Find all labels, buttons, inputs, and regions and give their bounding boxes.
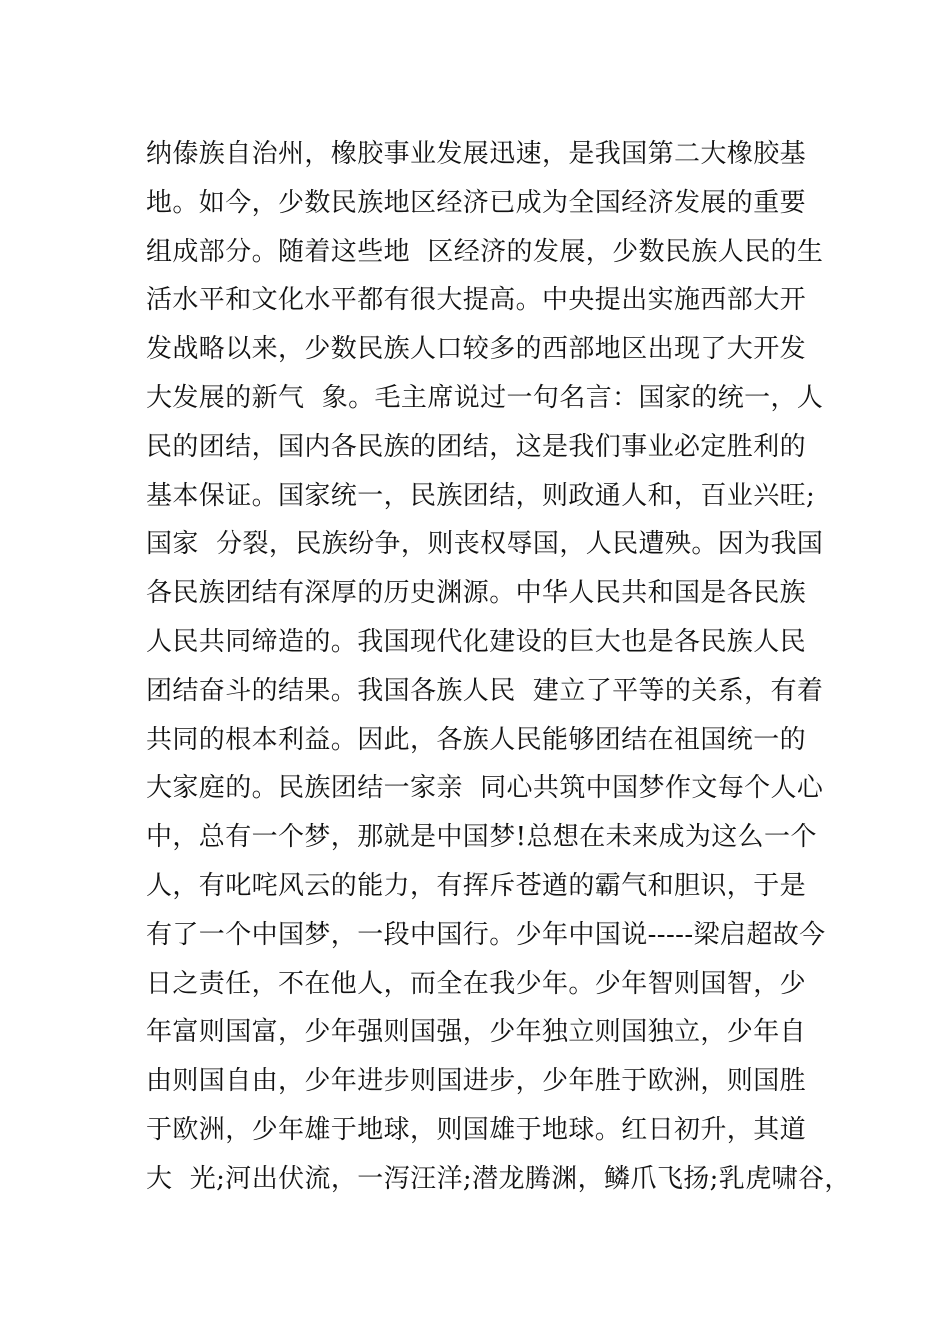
text-line: 地。如今，少数民族地区经济已成为全国经济发展的重要 bbox=[146, 187, 807, 218]
text-line: 大 光;河出伏流，一泻汪洋;潜龙腾渊，鳞爪飞扬;乳虎啸谷， bbox=[146, 1163, 851, 1194]
body-text bbox=[146, 130, 851, 1204]
text-line: 团结奋斗的结果。我国各族人民 建立了平等的关系，有着 bbox=[146, 675, 824, 706]
text-line: 组成部分。随着这些地 区经济的发展，少数民族人民的生 bbox=[146, 236, 824, 267]
text-line: 国家 分裂，民族纷争，则丧权辱国，人民遭殃。因为我国 bbox=[146, 529, 824, 560]
text-line: 民的团结，国内各民族的团结，这是我们事业必定胜利的 bbox=[146, 431, 807, 462]
text-line: 大发展的新气 象。毛主席说过一句名言：国家的统一，人 bbox=[146, 382, 824, 413]
text-line: 人民共同缔造的。我国现代化建设的巨大也是各民族人民 bbox=[146, 626, 807, 657]
text-line: 人，有叱咤风云的能力，有挥斥苍遒的霸气和胆识，于是 bbox=[146, 870, 807, 901]
text-line: 活水平和文化水平都有很大提高。中央提出实施西部大开 bbox=[146, 285, 807, 316]
text-line: 日之责任，不在他人，而全在我少年。少年智则国智，少 bbox=[146, 968, 807, 999]
text-line: 纳傣族自治州，橡胶事业发展迅速，是我国第二大橡胶基 bbox=[146, 139, 807, 169]
text-line: 基本保证。国家统一，民族团结，则政通人和，百业兴旺; bbox=[146, 480, 816, 511]
text-line: 于欧洲，少年雄于地球，则国雄于地球。红日初升，其道 bbox=[146, 1114, 807, 1145]
text-line: 发战略以来，少数民族人口较多的西部地区出现了大开发 bbox=[146, 334, 807, 365]
text-line: 有了一个中国梦，一段中国行。少年中国说-----梁启超故今 bbox=[146, 919, 826, 950]
text-line: 大家庭的。民族团结一家亲 同心共筑中国梦作文每个人心 bbox=[146, 773, 824, 804]
text-line: 共同的根本利益。因此，各族人民能够团结在祖国统一的 bbox=[146, 724, 807, 755]
text-line: 年富则国富，少年强则国强，少年独立则国独立，少年自 bbox=[146, 1017, 807, 1048]
text-line: 中，总有一个梦，那就是中国梦!总想在未来成为这么一个 bbox=[146, 822, 817, 853]
text-line: 各民族团结有深厚的历史渊源。中华人民共和国是各民族 bbox=[146, 578, 807, 609]
text-line: 由则国自由，少年进步则国进步，少年胜于欧洲，则国胜 bbox=[146, 1066, 807, 1097]
